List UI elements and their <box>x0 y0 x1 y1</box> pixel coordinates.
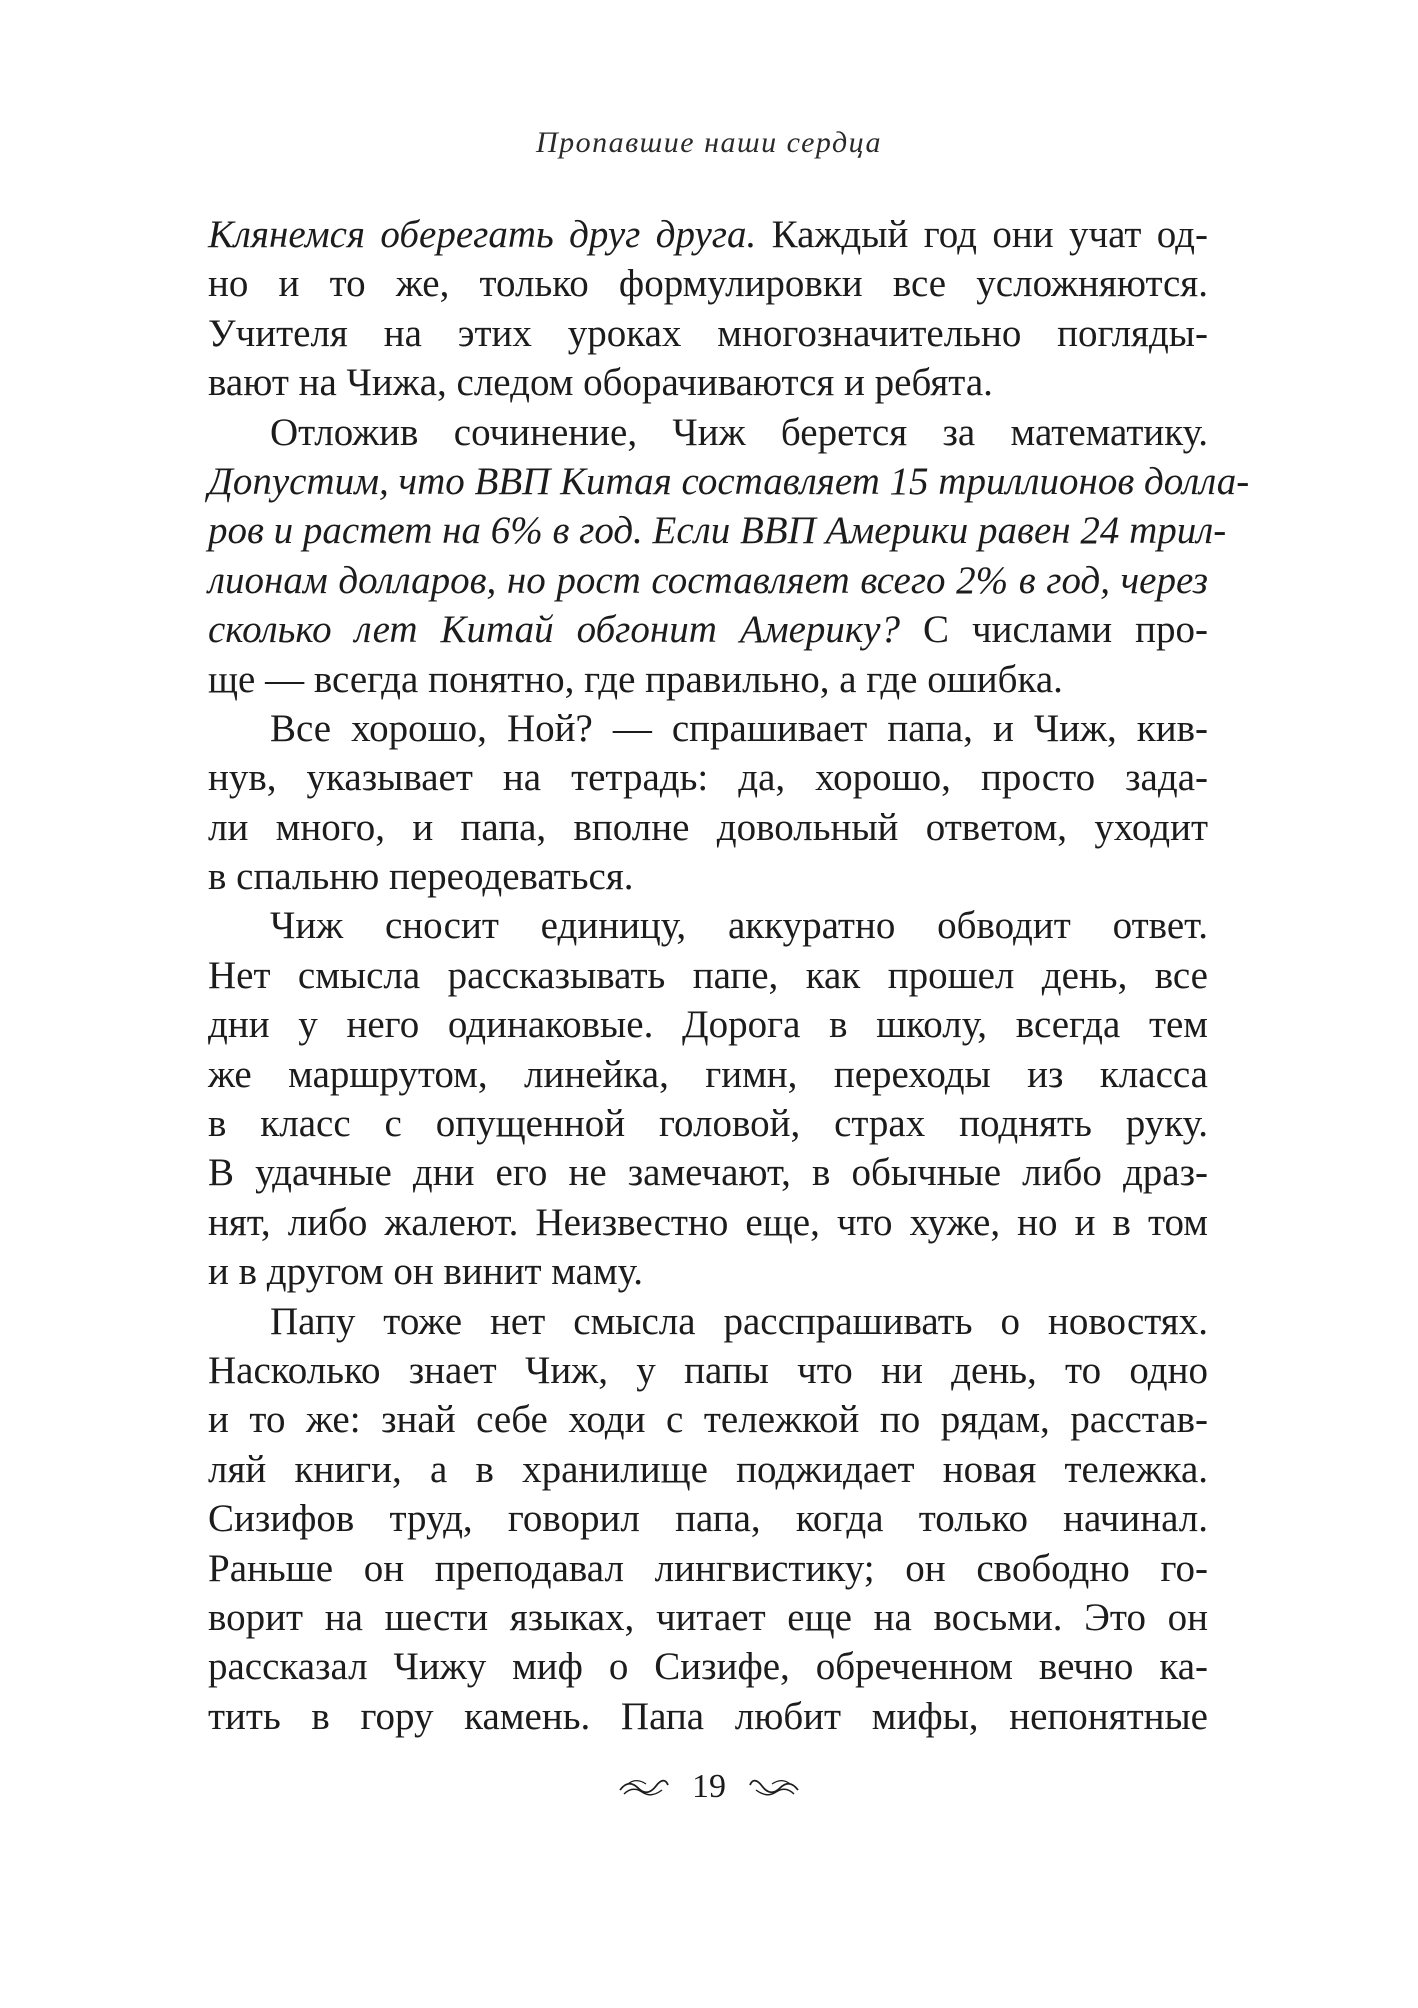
text-segment: Учителя на этих уроках многозначительно погляды- <box>208 311 1208 355</box>
text-line <box>208 655 1208 704</box>
text-line <box>208 1395 1208 1444</box>
text-line <box>208 210 1208 259</box>
text-line <box>208 1099 1208 1148</box>
text-segment: Чиж сносит единицу, аккуратно обводит ответ. <box>270 904 1208 948</box>
italic-text-segment: лионам долларов, но рост составляет всего 2% в год, через <box>208 558 1208 602</box>
text-line <box>208 457 1250 506</box>
text-segment: же маршрутом, линейка, гимн, переходы из класса <box>208 1052 1208 1096</box>
text-segment: рассказал Чижу миф о Сизифе, обреченном вечно ка- <box>208 1645 1208 1689</box>
text-segment: Каждый год они учат од- <box>756 213 1209 256</box>
text-segment: вают на Чижа, следом оборачиваются и ребята. <box>208 361 993 405</box>
text-segment: Сизифов труд, говорил папа, когда только начинал. <box>208 1497 1208 1541</box>
text-segment: Отложив сочинение, Чиж берется за математику. <box>270 410 1208 454</box>
text-segment: ляй книги, а в хранилище поджидает новая тележка. <box>208 1447 1208 1491</box>
page-number: 19 <box>692 1768 726 1805</box>
text-segment: Папу тоже нет смысла расспрашивать о новостях. <box>270 1299 1208 1343</box>
text-segment: в спальню переодеваться. <box>208 855 634 899</box>
text-line <box>208 1642 1208 1691</box>
text-line <box>208 803 1208 852</box>
text-segment: и в другом он винит маму. <box>208 1250 644 1294</box>
text-line <box>208 1297 1208 1346</box>
text-segment: тить в гору камень. Папа любит мифы, непонятные <box>208 1694 1208 1738</box>
text-line <box>208 506 1227 555</box>
text-segment: Раньше он преподавал лингвистику; он свободно го- <box>208 1546 1208 1590</box>
text-segment: Все хорошо, Ной? — спрашивает папа, и Чиж, кив- <box>270 706 1208 750</box>
right-flourish-icon <box>748 1776 800 1798</box>
text-segment: нят, либо жалеют. Неизвестно еще, что хуже, но и в том <box>208 1200 1208 1244</box>
text-line <box>208 408 1208 457</box>
body-text <box>208 210 1250 1741</box>
text-segment: Насколько знает Чиж, у папы что ни день, то одно <box>208 1348 1208 1392</box>
text-line <box>208 901 1208 950</box>
text-segment: в класс с опущенной головой, страх поднять руку. <box>208 1102 1208 1146</box>
text-line <box>208 309 1208 358</box>
italic-text-segment: Клянемся оберегать друг друга. <box>208 213 757 256</box>
text-line <box>208 1000 1208 1049</box>
text-line <box>208 1494 1208 1543</box>
italic-text-segment: ров и растет на 6% в год. Если ВВП Америки равен 24 трил- <box>208 509 1227 553</box>
text-line <box>208 1148 1208 1197</box>
text-line <box>208 704 1208 753</box>
text-line <box>208 1198 1208 1247</box>
text-line <box>208 1593 1208 1642</box>
text-line <box>208 753 1208 802</box>
text-segment: ли много, и папа, вполне довольный ответом, уходит <box>208 805 1208 849</box>
text-line <box>208 556 1208 605</box>
text-line <box>208 1247 1208 1296</box>
running-header: Пропавшие наши сердца <box>535 126 883 159</box>
text-segment: нув, указывает на тетрадь: да, хорошо, просто зада- <box>208 756 1208 800</box>
italic-text-segment: Допустим, что ВВП Китая составляет 15 триллионов долла- <box>208 459 1250 503</box>
text-segment: ворит на шести языках, читает еще на восьми. Это он <box>208 1595 1208 1639</box>
text-line <box>208 951 1208 1000</box>
text-line <box>208 605 1208 654</box>
text-line <box>208 1346 1208 1395</box>
text-segment: В удачные дни его не замечают, в обычные либо драз- <box>208 1151 1208 1195</box>
text-segment: Нет смысла рассказывать папе, как прошел день, все <box>208 953 1208 997</box>
text-segment: ще — всегда понятно, где правильно, а где ошибка. <box>208 657 1063 701</box>
text-line <box>208 1692 1208 1741</box>
text-line <box>208 1050 1208 1099</box>
text-segment: и то же: знай себе ходи с тележкой по рядам, расстав- <box>208 1398 1208 1442</box>
text-line <box>208 852 1208 901</box>
italic-text-segment: сколько лет Китай обгонит Америку? <box>208 608 900 652</box>
text-line <box>208 358 1208 407</box>
text-segment: дни у него одинаковые. Дорога в школу, всегда тем <box>208 1003 1208 1047</box>
text-line <box>208 259 1208 308</box>
text-line <box>208 1544 1208 1593</box>
text-segment: но и то же, только формулировки все усложняются. <box>208 262 1208 306</box>
left-flourish-icon <box>618 1776 670 1798</box>
text-segment: С числами про- <box>900 608 1208 652</box>
text-line <box>208 1445 1208 1494</box>
folio <box>0 1768 1418 1806</box>
